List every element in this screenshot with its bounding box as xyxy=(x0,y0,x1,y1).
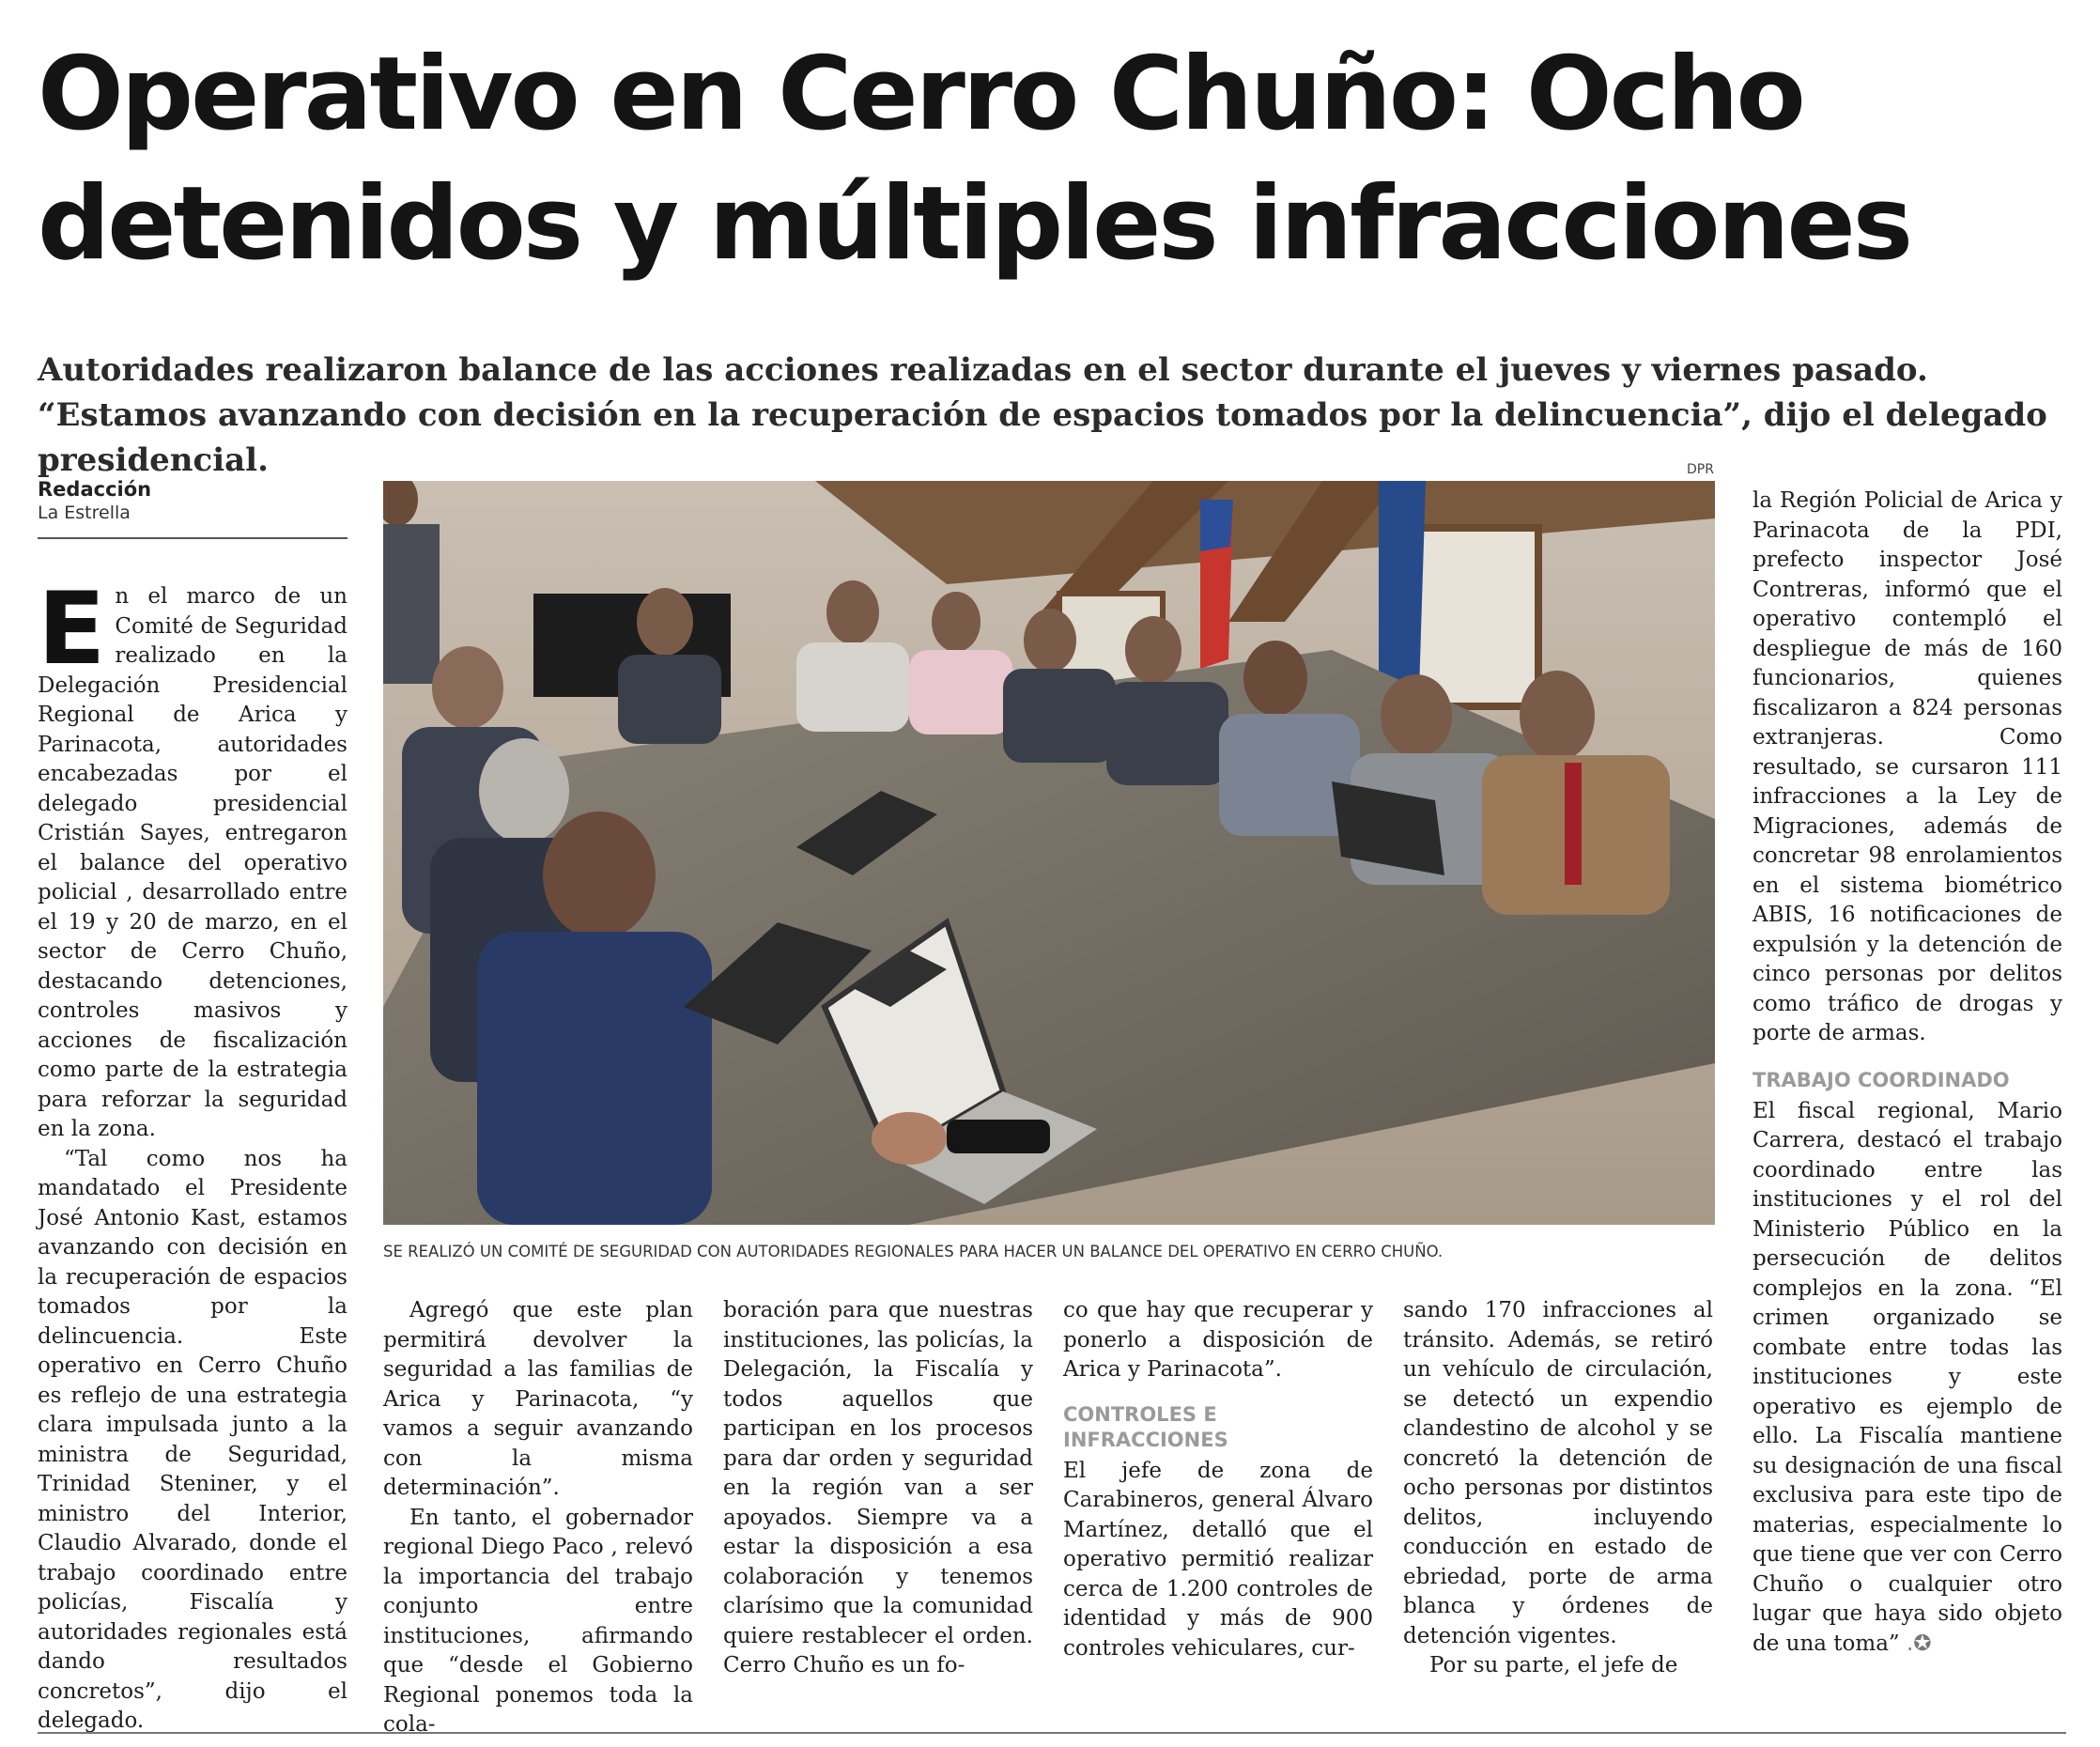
article-photo xyxy=(383,481,1715,1225)
bottom-divider xyxy=(38,1732,2066,1734)
body-column-3 xyxy=(723,1296,1033,1681)
subhead-trabajo: TRABAJO COORDINADO xyxy=(1753,1068,2010,1091)
byline-author: Redacción xyxy=(38,478,152,501)
body-paragraph: “Tal como nos ha mandatado el Presidente José Antonio Kast, estamos avanzando con decisión en la recuperación de espacios tomados por la delincuencia. Este operativo en Cerro Chuño es reflejo de una estrategia clara impulsada junto a la ministra de Seguridad, Trinidad Steniner, y el ministro del Interior, Claudio Alvarado, donde el trabajo coordinado entre policías, Fiscalía y autoridades regionales está dando resultados concretos”, dijo el delegado. xyxy=(38,1146,347,1733)
photo-credit: DPR xyxy=(1687,462,1714,477)
dropcap-letter: E xyxy=(38,571,106,687)
body-paragraph: boración para que nuestras instituciones, las policías, la Delegación, la Fiscalía y todos aquellos que participan en los procesos para dar orden y seguridad en la región van a ser apoyados. Siempre va a estar la disposición a esa colaboración y tenemos clarísimo que la comunidad quiere restablecer el orden. Cerro Chuño es un fo- xyxy=(723,1298,1033,1677)
byline-divider xyxy=(38,537,347,539)
body-paragraph: sando 170 infracciones al tránsito. Además, se retiró un vehículo de circulación, se detectó un expendio clandestino de alcohol y se concretó la detención de ocho personas por distintos delitos, incluyendo conducción en estado de ebriedad, porte de arma blanca y órdenes de detención vigentes. xyxy=(1403,1298,1713,1648)
lead-text: n el marco de un Comité de Seguridad realizado en la Delegación Presidencial Regional de Arica y Parinacota, autoridades encabezadas por el delegado presidencial Cristián Sayes, entregaron el balance del operativo policial , desarrollado entre el 19 y 20 de marzo, en el sector de Cerro Chuño, destacando detenciones, controles masivos y acciones de fiscalización como parte de la estrategia para reforzar la seguridad en la zona. xyxy=(38,584,347,1141)
body-paragraph: En tanto, el gobernador regional Diego Paco , relevó la importancia del trabajo conjunto entre instituciones, afirmando que “desde el Gobierno Regional ponemos toda la cola- xyxy=(383,1505,693,1737)
body-paragraph: la Región Policial de Arica y Parinacota de la PDI, prefecto inspector José Contreras, informó que el operativo contempló el despliegue de más de 160 funcionarios, quienes fiscalizaron a 824 personas extranjeras. Como resultado, se cursaron 111 infracciones a la Ley de Migraciones, además de concretar 98 enrolamientos en el sistema biométrico ABIS, 16 notificaciones de expulsión y la detención de cinco personas por delitos como tráfico de drogas y porte de armas. xyxy=(1753,488,2062,1045)
closing-text: El fiscal regional, Mario Carrera, destacó el trabajo coordinado entre las instituciones y el rol del Ministerio Público en la persecución de delitos complejos en la zona. “El crimen organizado se combate entre todas las instituciones y este operativo es ejemplo de ello. La Fiscalía mantiene su designación de una fiscal exclusiva para este tipo de materias, especialmente lo que tiene que ver con Cerro Chuño o cualquier otro lugar que haya sido objeto de una toma” xyxy=(1753,1098,2062,1656)
body-column-1 xyxy=(38,571,347,1737)
headline: Operativo en Cerro Chuño: Ocho detenidos y múltiples infracciones xyxy=(38,36,1910,283)
body-column-6 xyxy=(1753,487,2062,1659)
body-column-2 xyxy=(383,1296,693,1740)
deck-subtitle: Autoridades realizaron balance de las acciones realizadas en el sector durante el jueves y viernes pasado. “Estamos avanzando con decisión en la recuperación de espacios tomados por la delincuencia”, dijo el delegado presidencial. xyxy=(38,351,2047,479)
byline-outlet: La Estrella xyxy=(38,502,131,523)
body-paragraph xyxy=(1753,1097,2062,1660)
body-column-4 xyxy=(1063,1296,1373,1663)
subhead-controles: CONTROLES E INFRACCIONES xyxy=(1063,1402,1228,1451)
photo-caption: SE REALIZÓ UN COMITÉ DE SEGURIDAD CON AUTORIDADES REGIONALES PARA HACER UN BALANCE DEL OPERATIVO EN CERRO CHUÑO. xyxy=(383,1243,1444,1260)
body-paragraph: Por su parte, el jefe de xyxy=(1429,1653,1678,1677)
body-paragraph-lead xyxy=(38,571,347,1145)
meeting-room-photo xyxy=(383,481,1715,1225)
body-paragraph: El jefe de zona de Carabineros, general Álvaro Martínez, detalló que el operativo permitió realizar cerca de 1.200 controles de identidad y más de 900 controles vehiculares, cur- xyxy=(1063,1458,1373,1661)
end-mark-icon: .✪ xyxy=(1899,1631,1932,1656)
body-paragraph: co que hay que recuperar y ponerlo a disposición de Arica y Parinacota”. xyxy=(1063,1298,1373,1382)
body-paragraph: Agregó que este plan permitirá devolver la seguridad a las familias de Arica y Parinacota, “y vamos a seguir avanzando con la misma determinación”. xyxy=(383,1298,693,1500)
byline xyxy=(38,477,347,524)
body-column-5 xyxy=(1403,1296,1713,1681)
